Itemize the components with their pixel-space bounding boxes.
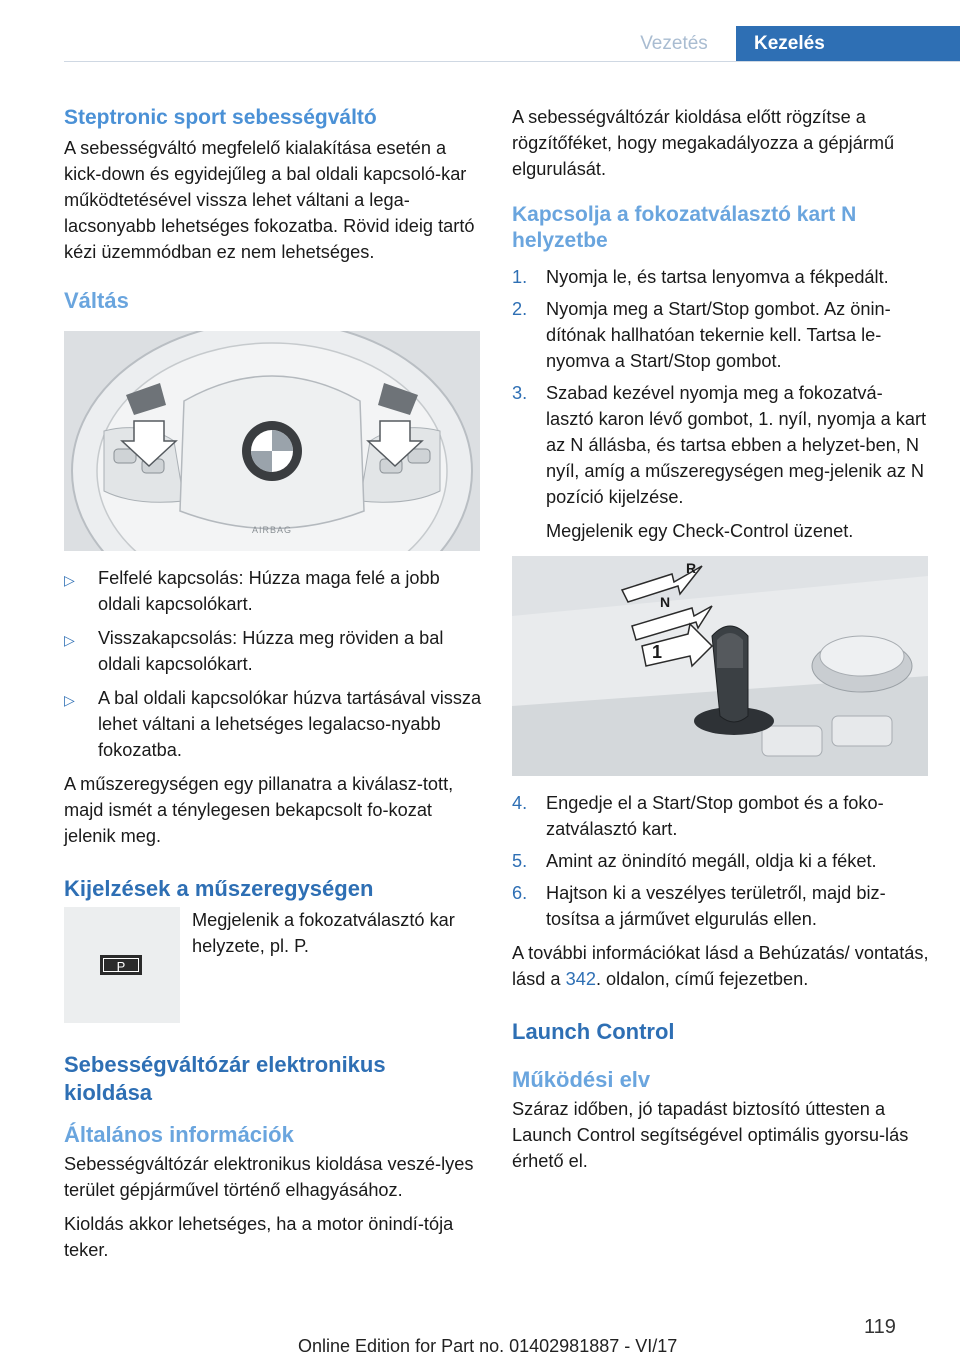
steering-wheel-image (64, 331, 480, 551)
step-number: 3. (512, 383, 528, 403)
gear-selector-svg (512, 556, 928, 776)
tab-kezeles[interactable]: Kezelés (736, 26, 960, 62)
behuzatas-text: A további információkat lásd a Behúzatás/ vontatás, lásd a (512, 943, 929, 989)
bullet-item (64, 625, 482, 677)
step-text: Engedje el a Start/Stop gombot és a foko-zatválasztó kart. (546, 793, 884, 839)
heading-launch-control: Launch Control (512, 1019, 675, 1044)
triangle-bullet-icon: ▷ (64, 572, 75, 588)
heading-altalanos: Általános információk (64, 1122, 294, 1147)
paragraph-kioldas-feltetel: Kioldás akkor lehetséges, ha a motor önindí-tója teker. (64, 1214, 454, 1260)
gear-selector-image (512, 556, 928, 776)
step-text: Amint az önindító megáll, oldja ki a féket. (546, 851, 877, 871)
page-link-342[interactable]: 342 (565, 969, 596, 989)
paragraph-behuzatas (512, 940, 930, 992)
step-text: Nyomja le, és tartsa lenyomva a fékpedált. (546, 267, 889, 287)
step-number: 2. (512, 299, 528, 319)
paragraph-display-info: A műszeregységen egy pillanatra a kiválasz-tott, majd ismét a ténylegesen bekapcsolt fo-kozat jelenik meg. (64, 774, 454, 846)
heading-kijelzesek: Kijelzések a műszeregységen (64, 876, 374, 901)
bullet-text: Felfelé kapcsolás: Húzza maga felé a jobb oldali kapcsolókart. (98, 568, 440, 614)
header-divider (64, 61, 960, 62)
heading-mukodesi-elv: Működési elv (512, 1067, 651, 1092)
step-item (512, 848, 930, 874)
heading-kapcsolja: Kapcsolja a fokozatválasztó kart N helyzetbe (512, 203, 857, 252)
step-item (512, 880, 930, 932)
steering-wheel-svg (64, 331, 480, 551)
bullet-item (64, 565, 482, 617)
triangle-bullet-icon: ▷ (64, 632, 75, 648)
step-text: Szabad kezével nyomja meg a fokozatvá-lasztó karon lévő gombot, 1. nyíl, nyomja a kart az N állásba, és tartsa ebben a helyzet-ben, N nyíl, amíg a műszeregységen meg-jelenik az N pozíció kijelzése. (546, 383, 927, 507)
paragraph-rogzitofek: A sebességváltózár kioldása előtt rögzítse a rögzítőféket, hogy megakadályozza a gépjármű elgurulását. (512, 107, 895, 179)
bullet-item (64, 685, 482, 763)
step-item (512, 380, 930, 510)
step-number: 6. (512, 883, 528, 903)
tab-vezetes[interactable]: Vezetés (640, 33, 708, 54)
gear-p-icon: P (100, 955, 142, 975)
right-column (512, 104, 930, 1174)
step3-note: Megjelenik egy Check-Control üzenet. (546, 521, 854, 541)
bullet-text: A bal oldali kapcsolókar húzva tartásával vissza lehet váltani a lehetséges legalacso-nyabb fokozatba. (98, 688, 482, 760)
gear-label-1: 1 (652, 642, 663, 662)
bullet-text: Visszakapcsolás: Húzza meg röviden a bal oldali kapcsolókart. (98, 628, 444, 674)
step-number: 4. (512, 793, 528, 813)
step-number: 5. (512, 851, 528, 871)
triangle-bullet-icon: ▷ (64, 692, 75, 708)
left-column (64, 104, 482, 1263)
step-item (512, 790, 930, 842)
page-number: 119 (864, 1316, 896, 1338)
footer-edition: Online Edition for Part no. 01402981887 - VI/17 (298, 1336, 678, 1356)
heading-sebessegvaltozar: Sebességváltózár elektronikus kioldása (64, 1052, 386, 1105)
heading-valtas: Váltás (64, 288, 129, 313)
heading-steptronic: Steptronic sport sebességváltó (64, 106, 377, 129)
step-item (512, 264, 930, 290)
step-text: Hajtson ki a veszélyes területről, majd biz-tosítsa a járművet elgurulás ellen. (546, 883, 886, 929)
display-description: Megjelenik a fokozatválasztó kar helyzete, pl. P. (192, 910, 455, 956)
paragraph-kioldas: Sebességváltózár elektronikus kioldása veszé-lyes terület gépjárművel történő elhagyásához. (64, 1154, 474, 1200)
gear-label-n: N (660, 594, 671, 610)
step-number: 1. (512, 267, 528, 287)
behuzatas-text-end: . oldalon, című fejezetben. (595, 969, 809, 989)
paragraph-steptronic: A sebességváltó megfelelő kialakítása esetén a kick-down és egyidejűleg a bal oldali kapcsoló-kar működtetésével vissza lehet váltani a lega-lacsonyabb lehetséges fokozatba. Rövid ideig tartó kézi üzemmódban ez nem lehetséges. (64, 138, 475, 262)
display-row (64, 907, 482, 1023)
step-item (512, 296, 930, 374)
step-text: Nyomja meg a Start/Stop gombot. Az önin-dítónak hallhatóan tekernie kell. Tartsa le-nyomva a Start/Stop gombot. (546, 299, 891, 371)
airbag-label: AIRBAG (252, 525, 293, 535)
paragraph-launch-control: Száraz időben, jó tapadást biztosító úttesten a Launch Control segítségével optimális gyorsu-lás érhető el. (512, 1099, 909, 1171)
instrument-display-image (64, 907, 180, 1023)
gear-label-r: R (686, 560, 697, 576)
